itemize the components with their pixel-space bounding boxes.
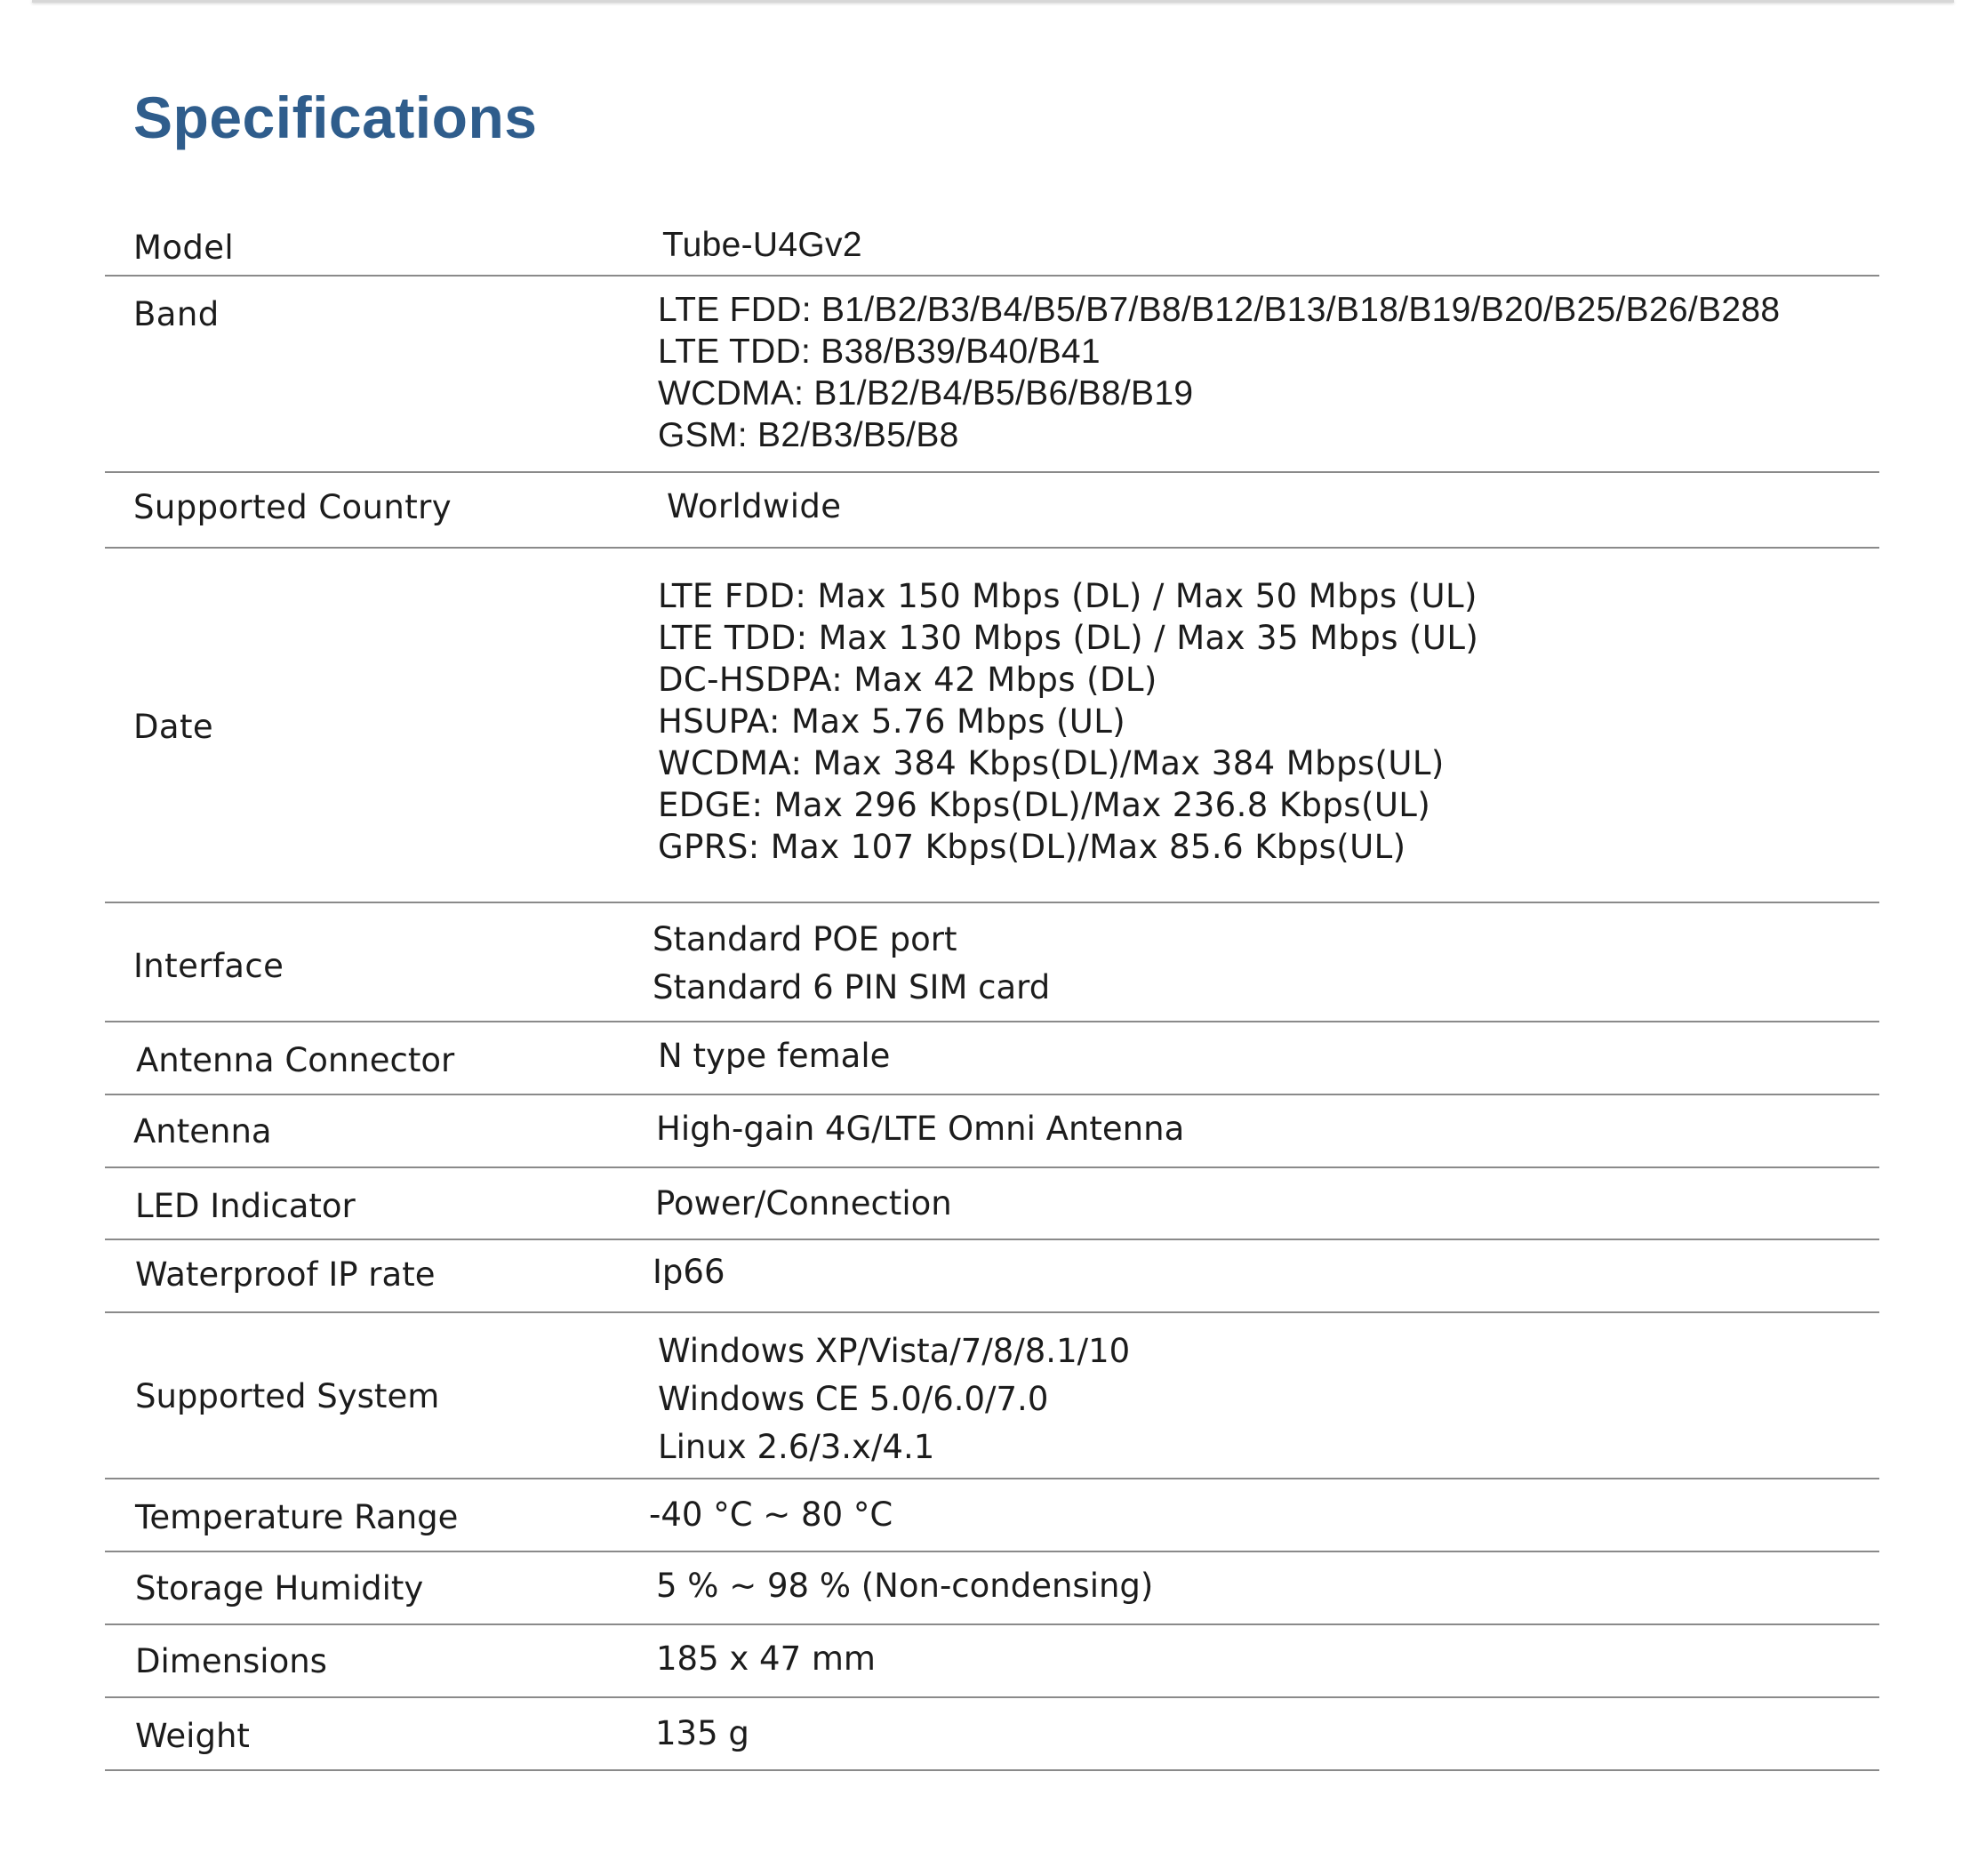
spec-value [649,1494,893,1535]
spec-value [667,485,841,527]
spec-label: Band [133,295,220,333]
spec-value-line: 5 % ~ 98 % (Non-condensing) [656,1567,1154,1605]
spec-label: Dimensions [135,1642,327,1680]
spec-row-dimensions [105,1625,1879,1698]
top-divider [32,0,1954,3]
spec-value [653,1251,725,1293]
spec-row-storage-humidity [105,1552,1879,1625]
spec-table [105,212,1879,1771]
spec-value [655,1712,749,1754]
spec-value-line: Worldwide [667,487,842,525]
spec-row-temperature-range [105,1479,1879,1552]
spec-value-line: Linux 2.6/3.x/4.1 [658,1428,935,1466]
spec-value [658,575,1478,868]
spec-label: Antenna [133,1112,272,1150]
spec-value-line: LTE TDD: B38/B39/B40/B41 [658,333,1101,371]
spec-value [656,1565,1153,1607]
spec-label: Date [133,708,214,746]
spec-value-line: WCDMA: Max 384 Kbps(DL)/Max 384 Mbps(UL) [658,744,1445,782]
spec-value [658,1327,1130,1471]
spec-value-line: LTE FDD: B1/B2/B3/B4/B5/B7/B8/B12/B13/B18/B19/B20/B25/B26/B288 [658,291,1781,329]
spec-label: Supported System [135,1377,440,1415]
spec-value-line: 185 x 47 mm [656,1639,876,1678]
spec-label: LED Indicator [135,1187,356,1225]
spec-value [656,1108,1184,1150]
spec-value-line: Tube-U4Gv2 [662,226,862,264]
spec-value-line: HSUPA: Max 5.76 Mbps (UL) [658,702,1126,741]
spec-label: Waterproof IP rate [135,1255,436,1294]
spec-value-line: Windows XP/Vista/7/8/8.1/10 [658,1332,1131,1370]
page-title: Specifications [133,84,538,150]
spec-label: Weight [135,1717,250,1755]
spec-row-antenna-connector [105,1022,1879,1095]
spec-value-line: LTE FDD: Max 150 Mbps (DL) / Max 50 Mbps (UL) [658,577,1477,615]
spec-row-weight [105,1698,1879,1771]
spec-label: Interface [133,947,284,985]
spec-value-line: EDGE: Max 296 Kbps(DL)/Max 236.8 Kbps(UL) [658,786,1431,824]
spec-value-line: LTE TDD: Max 130 Mbps (DL) / Max 35 Mbps (UL) [658,619,1479,657]
spec-value [658,1035,890,1077]
spec-row-date [105,549,1879,903]
spec-value [653,916,1050,1012]
spec-value [662,224,862,266]
spec-label: Storage Humidity [135,1569,424,1607]
spec-row-band [105,277,1879,473]
spec-value-line: Power/Connection [655,1184,952,1223]
spec-row-supported-country [105,473,1879,549]
spec-value-line: GSM: B2/B3/B5/B8 [658,416,959,454]
spec-value-line: DC-HSDPA: Max 42 Mbps (DL) [658,661,1157,699]
spec-label: Model [133,228,235,267]
spec-value [656,1638,876,1680]
spec-value-line: 135 g [655,1714,749,1752]
spec-value-line: Standard POE port [653,920,957,958]
spec-label: Antenna Connector [136,1041,455,1079]
spec-value-line: N type female [658,1037,891,1075]
spec-row-supported-system [105,1313,1879,1479]
spec-label: Supported Country [133,488,452,526]
spec-value-line: Windows CE 5.0/6.0/7.0 [658,1380,1049,1418]
spec-value-line: -40 °C ~ 80 °C [649,1495,893,1534]
spec-value-line: WCDMA: B1/B2/B4/B5/B6/B8/B19 [658,374,1194,413]
spec-value-line: GPRS: Max 107 Kbps(DL)/Max 85.6 Kbps(UL) [658,828,1406,866]
spec-value-line: Ip66 [653,1253,725,1291]
spec-row-model [105,212,1879,277]
spec-row-interface [105,903,1879,1022]
spec-row-antenna [105,1095,1879,1168]
spec-value [658,289,1780,456]
spec-row-waterproof-ip-rate [105,1240,1879,1313]
spec-value [655,1183,952,1224]
spec-row-led-indicator [105,1168,1879,1240]
spec-value-line: Standard 6 PIN SIM card [653,968,1051,1006]
spec-label: Temperature Range [135,1498,459,1536]
spec-value-line: High-gain 4G/LTE Omni Antenna [656,1110,1185,1148]
